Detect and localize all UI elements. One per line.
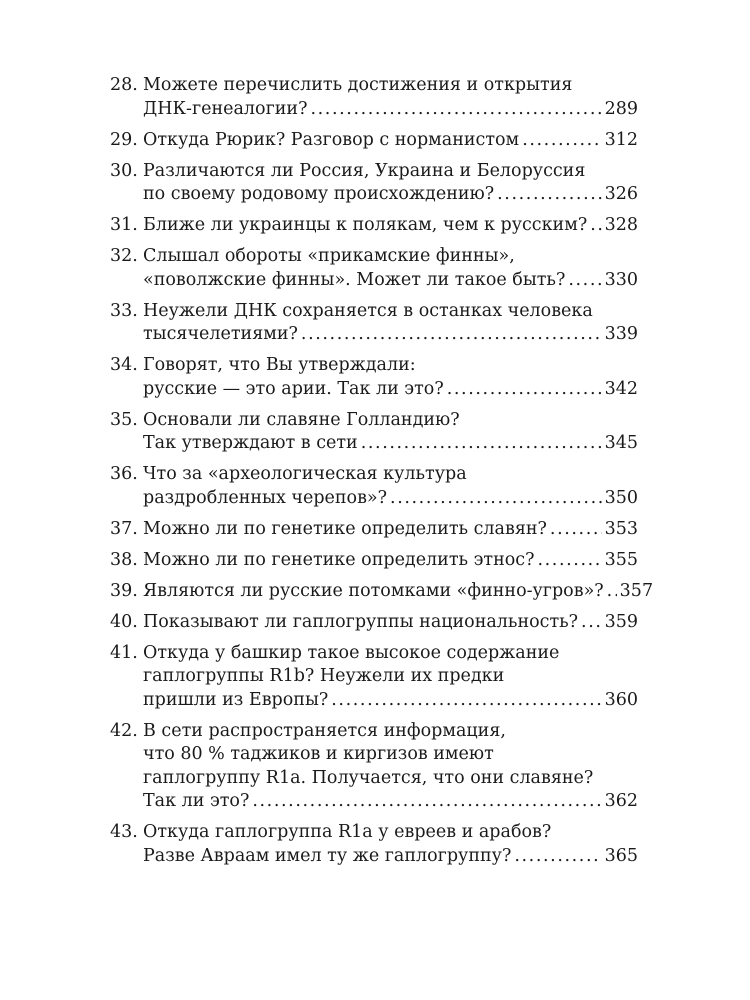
page-number: 345	[604, 433, 638, 453]
entry-title-line: Откуда у башкир такое высокое содержание	[143, 642, 560, 663]
entry-title-line: Показывают ли гаплогруппы национальность?	[143, 611, 579, 632]
dot-leader	[301, 323, 602, 347]
dot-leader	[581, 611, 602, 635]
page-number: 362	[604, 791, 638, 811]
toc-entry	[110, 463, 638, 510]
toc-entry	[110, 611, 638, 635]
entry-title-line: Можно ли по генетике определить этнос?	[143, 549, 535, 570]
toc-entry	[110, 160, 638, 207]
entry-title-line: по своему родовому происхождению?	[143, 184, 495, 204]
dot-leader	[568, 269, 601, 293]
entry-number: 39.	[110, 580, 138, 601]
entry-title-line: ДНК-генеалогии?	[143, 98, 308, 119]
toc-entry	[110, 821, 638, 868]
toc-entry	[110, 129, 638, 153]
page-number: 355	[604, 549, 638, 570]
dot-leader	[550, 518, 602, 542]
dot-leader	[522, 129, 601, 153]
page-number: 339	[604, 324, 638, 344]
dot-leader	[361, 432, 602, 456]
dot-leader	[390, 487, 602, 511]
entry-title-line: Разве Авраам имел ту же гаплогруппу?	[143, 845, 512, 866]
entry-title-line: Являются ли русские потомками «финно-угров»?	[143, 580, 604, 601]
entry-number: 29.	[110, 129, 138, 150]
entry-title-line: что 80 % таджиков и киргизов имеют	[143, 744, 494, 764]
dot-leader	[252, 790, 601, 814]
page-number: 365	[604, 845, 638, 866]
entry-number: 33.	[110, 300, 138, 321]
toc-entry	[110, 549, 638, 573]
entry-title-line: гаплогруппу R1a. Получается, что они славяне?	[143, 767, 594, 788]
toc-entry	[110, 409, 638, 456]
page-number: 289	[604, 98, 638, 119]
entry-number: 42.	[110, 720, 138, 741]
table-of-contents	[110, 74, 654, 876]
entry-title-line: гаплогруппы R1b? Неужели их предки	[143, 666, 505, 686]
page-number: 353	[604, 518, 638, 539]
page-number: 330	[604, 269, 638, 290]
entry-title-line: Так ли это?	[143, 791, 250, 811]
toc-entry	[110, 720, 638, 814]
dot-leader	[310, 98, 601, 122]
entry-title-line: Основали ли славяне Голландию?	[143, 409, 460, 430]
entry-title-line: Различаются ли Россия, Украина и Белоруссия	[143, 160, 586, 181]
dot-leader	[331, 689, 601, 713]
toc-entry	[110, 300, 638, 347]
entry-title-line: Так утверждают в сети	[143, 433, 358, 453]
entry-title-line: Можно ли по генетике определить славян?	[143, 518, 547, 539]
page-number: 357	[619, 580, 654, 601]
entry-title-line: Ближе ли украинцы к полякам, чем к русским?	[143, 215, 588, 235]
entry-title-line: раздробленных черепов»?	[143, 487, 388, 508]
entry-title-line: Слышал обороты «прикамские финны»,	[143, 246, 515, 266]
entry-number: 41.	[110, 642, 138, 663]
entry-number: 36.	[110, 464, 138, 484]
page-number: 328	[604, 215, 638, 235]
entry-title-line: Неужели ДНК сохраняется в останках человека	[143, 300, 593, 321]
toc-entry	[110, 74, 638, 121]
entry-number: 34.	[110, 355, 138, 375]
entry-number: 30.	[110, 160, 138, 181]
dot-leader	[537, 549, 601, 573]
entry-number: 40.	[110, 611, 138, 632]
entry-number: 35.	[110, 409, 138, 430]
entry-number: 31.	[110, 215, 138, 235]
entry-title-line: Что за «археологическая культура	[143, 464, 467, 484]
toc-entry	[110, 580, 654, 604]
entry-title-line: Говорят, что Вы утверждали:	[143, 355, 416, 375]
entry-number: 43.	[110, 822, 138, 842]
page-number: 312	[604, 129, 638, 150]
entry-title-line: русские — это арии. Так ли это?	[143, 378, 444, 399]
toc-entry	[110, 642, 638, 713]
entry-number: 28.	[110, 75, 138, 95]
entry-title-line: Можете перечислить достижения и открытия	[143, 75, 573, 95]
entry-title-line: В сети распространяется информация,	[143, 720, 506, 741]
page-number: 360	[604, 689, 638, 710]
entry-title-line: пришли из Европы?	[143, 689, 329, 710]
dot-leader	[590, 214, 601, 238]
page-number: 326	[604, 184, 638, 204]
dot-leader	[497, 183, 601, 207]
entry-title-line: Откуда гаплогруппа R1a у евреев и арабов?	[143, 822, 552, 842]
toc-entry	[110, 214, 638, 238]
page-number: 350	[604, 487, 638, 508]
toc-entry	[110, 354, 638, 401]
entry-title-line: «поволжские финны». Может ли такое быть?	[143, 269, 566, 290]
entry-title-line: тысячелетиями?	[143, 324, 298, 344]
entry-number: 37.	[110, 518, 138, 539]
dot-leader	[447, 378, 602, 402]
toc-entry	[110, 245, 638, 292]
entry-number: 38.	[110, 549, 138, 570]
page-number: 342	[604, 378, 638, 399]
page-number: 359	[604, 611, 638, 632]
entry-number: 32.	[110, 246, 138, 266]
toc-entry	[110, 518, 638, 542]
dot-leader	[514, 845, 601, 869]
dot-leader	[607, 580, 617, 604]
entry-title-line: Откуда Рюрик? Разговор с норманистом	[143, 129, 520, 150]
